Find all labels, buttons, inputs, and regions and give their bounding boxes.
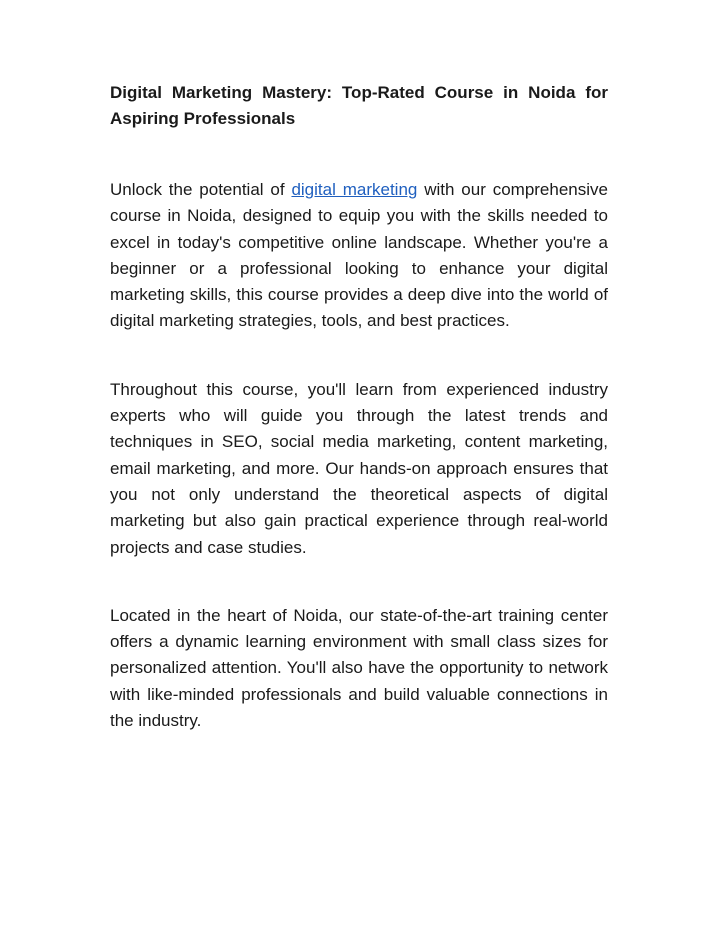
document-page (110, 80, 608, 734)
paragraph-intro-rest: with our comprehensive course in Noida, designed to equip you with the skills needed to excel in today's competitive online landscape. Whether you're a beginner or a professional looking to enhance your digital marketing skills, this course provides a deep dive into the world of digital marketing strategies, tools, and best practices. (110, 180, 608, 331)
paragraph-intro-lead: Unlock the potential of (110, 180, 292, 199)
digital-marketing-link[interactable]: digital marketing (291, 180, 418, 199)
paragraph-intro (110, 177, 608, 335)
paragraph-course-details: Throughout this course, you'll learn from experienced industry experts who will guide you through the latest trends and techniques in SEO, social media marketing, content marketing, email marketing, and more. Our hands-on approach ensures that you not only understand the theoretical aspects of digital marketing but also gain practical experience through real-world projects and case studies. (110, 379, 608, 557)
paragraph-location: Located in the heart of Noida, our state-of-the-art training center offers a dynamic learning environment with small class sizes for personalized attention. You'll also have the opportunity to network with like-minded professionals and build valuable connections in the industry. (110, 605, 608, 731)
document-title: Digital Marketing Mastery: Top-Rated Course in Noida for Aspiring Professionals (110, 83, 608, 128)
